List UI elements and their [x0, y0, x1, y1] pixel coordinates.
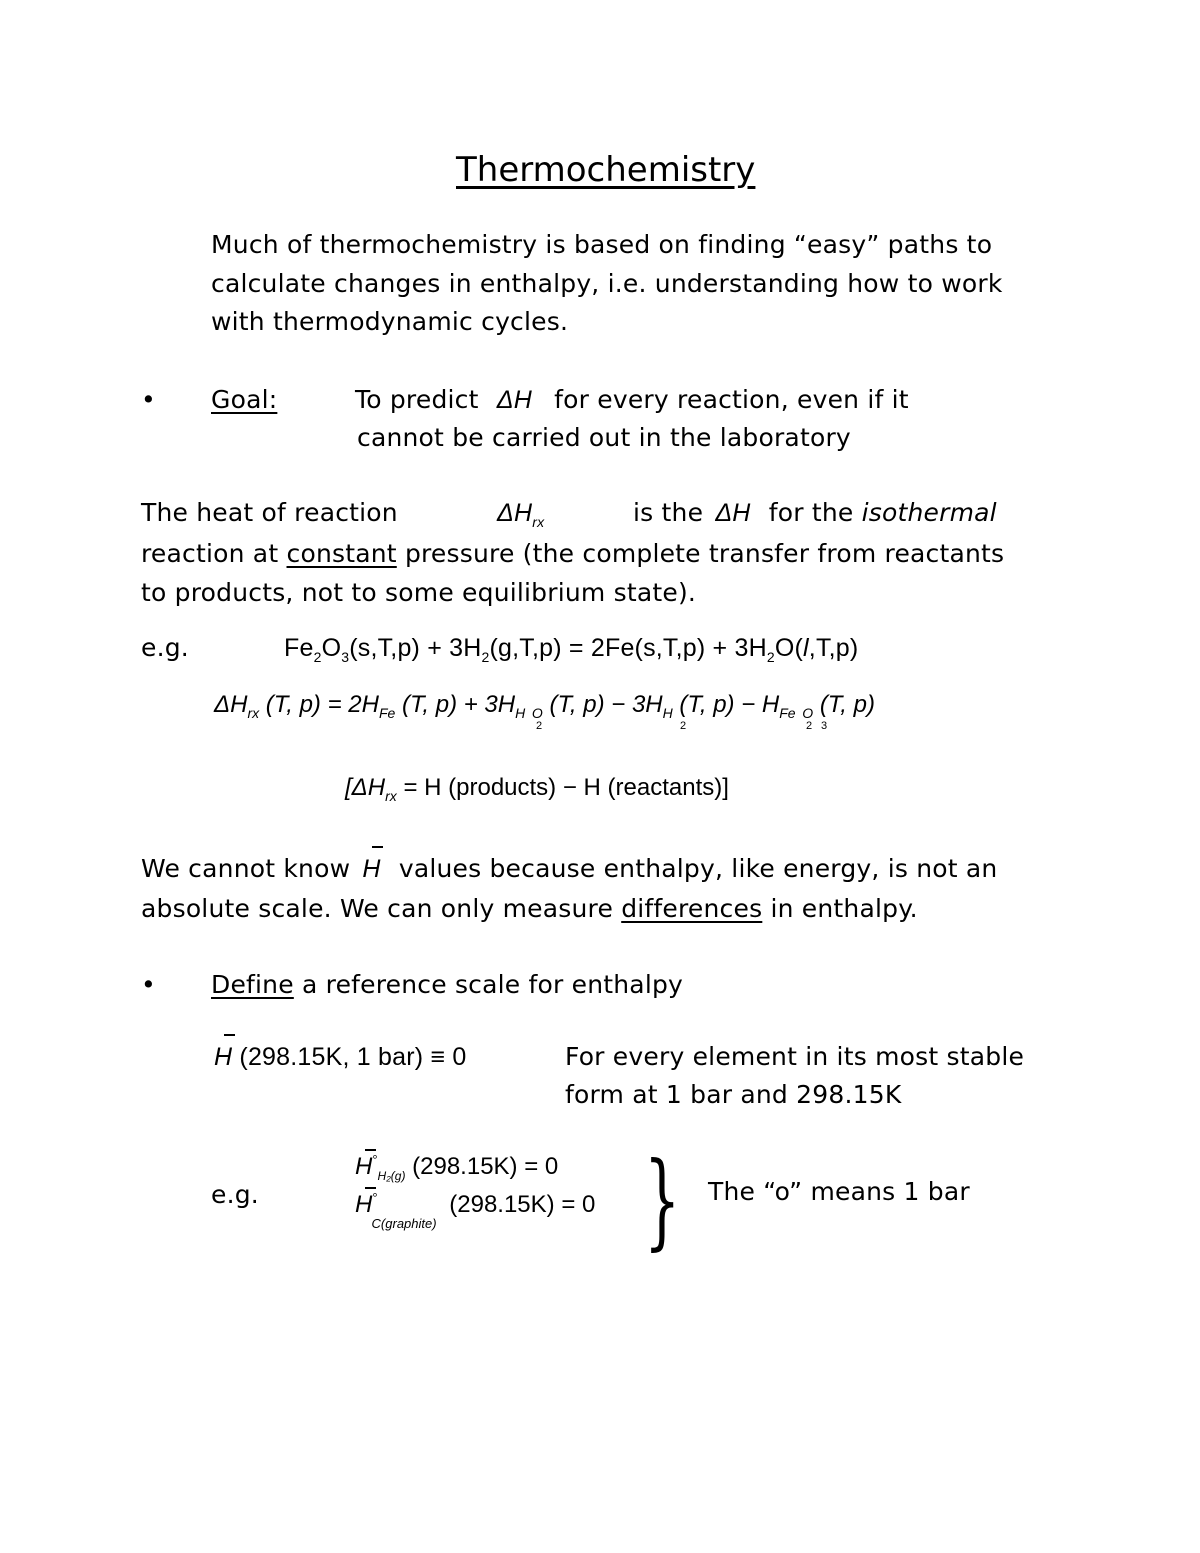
example2-equation-1 [355, 1152, 558, 1183]
heat-isothermal: isothermal [861, 498, 997, 527]
intro-line-1: Much of thermochemistry is based on finding “easy” paths to [211, 230, 993, 259]
eq-index-fe2o3-2: 2 [806, 720, 813, 732]
eq-term-1: (T, p) = 2H [265, 691, 379, 718]
eq-index-h2-2: 2 [680, 720, 687, 732]
eq-rx: rx [247, 705, 260, 721]
heat-for-the: for the [768, 498, 854, 527]
intro-line-2: calculate changes in enthalpy, i.e. understanding how to work [211, 269, 1003, 298]
absolute-line-1-b: values because enthalpy, like energy, is not an [398, 854, 998, 883]
heat-line-2 [141, 535, 1004, 573]
heat-dh: ΔH [715, 499, 751, 527]
bracket-rx: rx [385, 788, 397, 804]
absolute-line-1-a: We cannot know [141, 854, 351, 883]
absolute-differences: differences [621, 894, 763, 923]
eq-term-4: (T, p) − H [679, 691, 780, 718]
absolute-line-2 [141, 890, 918, 928]
example-label: e.g. [141, 633, 189, 662]
rxn-part-2: (g,T,p) = 2Fe(s,T,p) + 3H [489, 634, 767, 662]
right-curly-brace: } [644, 1139, 681, 1261]
eq2-h: H [355, 1191, 373, 1218]
eq2-degree: ° [372, 1190, 378, 1205]
eq-index-h2o-2: 2 [536, 720, 543, 732]
rxn-sub-2: 2 [313, 649, 322, 665]
heat-line-2-a: reaction at [141, 539, 279, 568]
rxn-part-1: (s,T,p) + 3H [349, 634, 482, 662]
rxn-fe: Fe [284, 634, 314, 662]
reference-note-2: form at 1 bar and 298.15K [565, 1080, 902, 1109]
eq2-sub: C(graphite) [371, 1216, 437, 1231]
reference-expr: (298.15K, 1 bar) ≡ 0 [239, 1043, 467, 1071]
degree-note: The “o” means 1 bar [708, 1177, 970, 1206]
rxn-sub-h2: 2 [481, 649, 490, 665]
eq-sub-fe2o3-o: O [802, 705, 814, 721]
goal-label: Goal: [211, 385, 278, 414]
eq-sub-fe: Fe [378, 705, 396, 721]
bracket-rest: = H (products) − H (reactants)] [403, 774, 729, 801]
eq-term-2: (T, p) + 3H [401, 691, 516, 718]
rxn-sub-3: 3 [341, 649, 350, 665]
eq-sub-h2-h: H [662, 705, 673, 721]
absolute-line-1 [141, 850, 997, 888]
heat-symbol [497, 494, 544, 541]
eq1-h: H [355, 1153, 373, 1180]
rxn-sub-h2b: 2 [766, 649, 775, 665]
enthalpy-difference [345, 774, 729, 804]
rxn-part-4: ,T,p) [808, 634, 859, 662]
define-label: Define [211, 970, 294, 999]
bullet-define: • [141, 970, 156, 999]
eq1-rest: (298.15K) = 0 [412, 1153, 559, 1180]
eq1-sub: H₂(g) [377, 1169, 406, 1183]
reference-expression [214, 1038, 466, 1076]
absolute-line-2-b: in enthalpy. [770, 894, 918, 923]
goal-line-1 [355, 381, 909, 419]
heat-is-the: is the [633, 498, 704, 527]
goal-text-b: for every reaction, even if it [554, 385, 909, 414]
absolute-line-2-a: absolute scale. We can only measure [141, 894, 614, 923]
eq1-degree: ° [372, 1152, 378, 1167]
bracket-open: [ΔH [345, 774, 386, 801]
eq-sub-h2o-h: H [515, 705, 526, 721]
heat-lead: The heat of reaction [141, 498, 398, 527]
heat-symbol-sub: rx [532, 514, 545, 530]
page-title: Thermochemistry [456, 150, 756, 190]
enthalpy-equation [214, 688, 875, 730]
reference-note-1: For every element in its most stable [565, 1042, 1025, 1071]
delta-h-symbol: ΔH [496, 386, 532, 414]
rxn-part-3: O( [774, 634, 804, 662]
define-line [211, 966, 683, 1004]
eq-dh: ΔH [214, 691, 248, 718]
h-bar-symbol: H [362, 850, 380, 888]
bullet-goal: • [141, 385, 156, 414]
eq-term-5: (T, p) [819, 691, 875, 718]
heat-line-3: to products, not to some equilibrium state). [141, 578, 697, 607]
rxn-o: O [321, 634, 342, 662]
example-reaction [284, 629, 858, 676]
heat-symbol-dh: ΔH [497, 499, 533, 527]
heat-constant: constant [286, 539, 397, 568]
define-rest: a reference scale for enthalpy [301, 970, 684, 999]
eq-term-3: (T, p) − 3H [549, 691, 663, 718]
goal-line-2: cannot be carried out in the laboratory [357, 423, 851, 452]
eq2-rest: (298.15K) = 0 [449, 1191, 596, 1218]
heat-line-2-b: pressure (the complete transfer from reactants [404, 539, 1005, 568]
goal-text-a: To predict [355, 385, 479, 414]
reference-h-bar: H [214, 1038, 232, 1076]
eq-sub-fe2o3-fe: Fe [779, 705, 796, 721]
intro-line-3: with thermodynamic cycles. [211, 307, 569, 336]
eq-index-fe2o3-3: 3 [821, 720, 828, 732]
example2-equation-2 [355, 1190, 596, 1231]
rxn-liquid-l: l [803, 634, 809, 662]
eq-sub-h2o-o: O [531, 705, 543, 721]
heat-line-1-rest [633, 494, 997, 532]
example2-label: e.g. [211, 1180, 259, 1209]
